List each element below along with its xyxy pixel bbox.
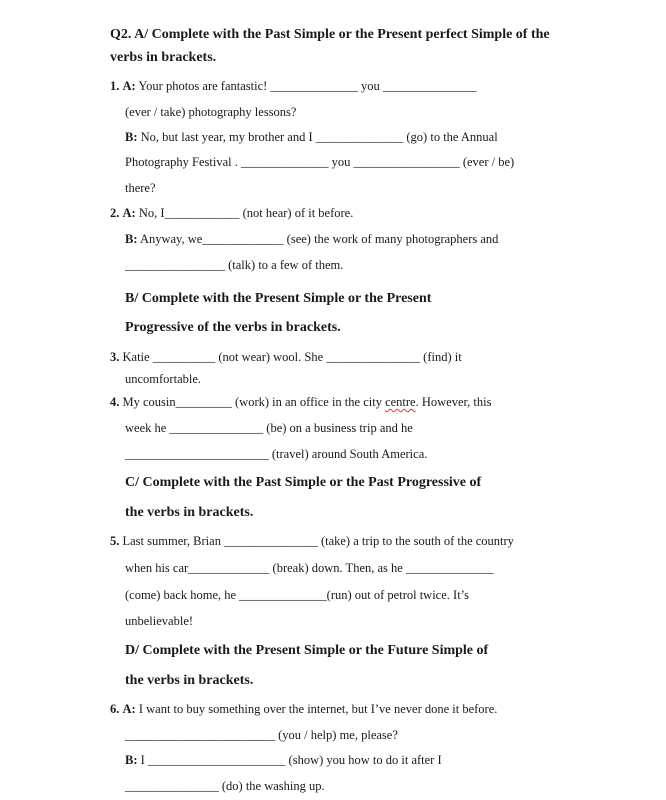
item-text: I ______________________ (show) you how to do it after I	[140, 753, 442, 767]
item-number: 6.	[110, 702, 120, 716]
item-1-line-3	[125, 129, 498, 145]
question-heading-line2: verbs in brackets.	[110, 50, 217, 65]
item-1-line-1	[110, 78, 477, 94]
item-2-line-1	[110, 205, 353, 221]
item-6-line-4: _______________ (do) the washing up.	[125, 779, 325, 793]
item-4-line-1	[110, 394, 491, 410]
item-text: Anyway, we_____________ (see) the work of many photographers and	[139, 232, 499, 246]
spellcheck-flagged-word: centre	[385, 395, 416, 409]
item-number: 5.	[110, 534, 120, 548]
section-b-heading-line1: B/ Complete with the Present Simple or the Present	[125, 291, 432, 306]
item-text: I want to buy something over the internet, but I’ve never done it before.	[138, 702, 498, 716]
speaker-label: A:	[122, 206, 136, 220]
item-number: 1.	[110, 79, 120, 93]
item-text: Last summer, Brian _______________ (take) a trip to the south of the country	[122, 534, 514, 548]
item-2-line-2	[125, 231, 498, 247]
item-text: . However, this	[415, 395, 492, 409]
section-d-heading-line1: D/ Complete with the Present Simple or the Future Simple of	[125, 643, 489, 658]
item-text: Katie __________ (not wear) wool. She _______________ (find) it	[122, 350, 462, 364]
item-4-line-3: _______________________ (travel) around South America.	[125, 447, 428, 461]
item-1-line-5: there?	[125, 181, 156, 195]
item-5-line-2: when his car_____________ (break) down. Then, as he ______________	[125, 561, 494, 575]
item-4-line-2: week he _______________ (be) on a business trip and he	[125, 421, 413, 435]
item-number: 2.	[110, 206, 120, 220]
item-6-line-1	[110, 701, 497, 717]
section-d-heading-line2: the verbs in brackets.	[125, 673, 254, 688]
item-5-line-3: (come) back home, he ______________(run) out of petrol twice. It’s	[125, 588, 470, 602]
item-text: My cousin_________ (work) in an office in the city	[122, 395, 386, 409]
item-3-line-2: uncomfortable.	[125, 372, 202, 386]
item-1-line-2: (ever / take) photography lessons?	[125, 105, 297, 119]
speaker-label: B:	[125, 753, 138, 767]
item-1-line-4: Photography Festival . ______________ you _________________ (ever / be)	[125, 155, 515, 169]
speaker-label: B:	[125, 130, 138, 144]
item-5-line-4: unbelievable!	[125, 614, 194, 628]
item-3-line-1	[110, 349, 462, 365]
item-text: No, but last year, my brother and I ______________ (go) to the Annual	[140, 130, 498, 144]
item-6-line-3	[125, 752, 442, 768]
item-number: 3.	[110, 350, 120, 364]
section-c-heading-line1: C/ Complete with the Past Simple or the Past Progressive of	[125, 475, 482, 490]
item-6-line-2: ________________________ (you / help) me, please?	[125, 728, 398, 742]
speaker-label: B:	[125, 232, 138, 246]
item-text: Your photos are fantastic! ______________ you _______________	[138, 79, 477, 93]
section-b-heading-line2: Progressive of the verbs in brackets.	[125, 320, 341, 335]
item-text: No, I____________ (not hear) of it before.	[138, 206, 354, 220]
speaker-label: A:	[122, 702, 136, 716]
item-number: 4.	[110, 395, 120, 409]
question-heading-line1: Q2. A/ Complete with the Past Simple or the Present perfect Simple of the	[110, 27, 550, 42]
section-c-heading-line2: the verbs in brackets.	[125, 505, 254, 520]
item-5-line-1	[110, 533, 514, 549]
item-2-line-3: ________________ (talk) to a few of them.	[125, 258, 344, 272]
speaker-label: A:	[122, 79, 136, 93]
